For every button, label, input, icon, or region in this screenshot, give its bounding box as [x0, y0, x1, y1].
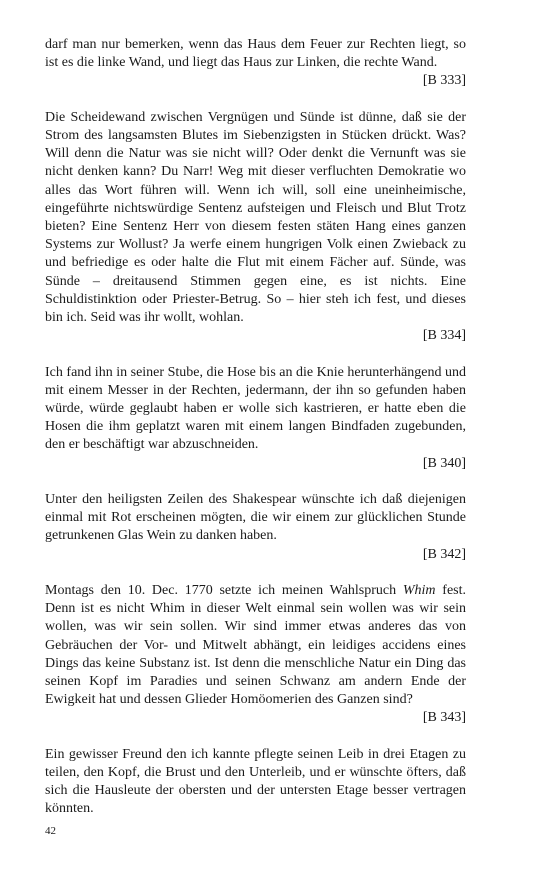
- reference-b340: [B 340]: [422, 455, 466, 471]
- paragraph-b333: darf man nur bemerken, wenn das Haus dem Feuer zur Rechten liegt, so ist es die linke Wand, und liegt das Haus zur Linken, die rechte Wand.: [45, 37, 466, 71]
- whim-emphasis: Whim: [402, 583, 436, 599]
- reference-b333: [B 333]: [422, 73, 466, 89]
- body-text: [45, 36, 466, 819]
- paragraph-b334: Die Scheidewand zwischen Vergnügen und Sünde ist dünne, daß sie der Strom des langsamsten Blutes im Siebenzigsten in Stücken drückt. Was? Will denn die Natur was sie nicht will? Oder denkt die Vernunft was sie nicht denken kann? Du Narr! Weg mit dieser verfluchten Demokratie wo alles das Wort führen will. Wenn ich will, soll eine uneinheimische, eingeführte nichtswürdige Sentenz aufsteigen und Fleisch und Blut Trotz bieten? Eine Sentenz Herr von diesem festen stäten Hang eines ganzen Systems zur Wollust? Ja werfe einem hungrigen Volk einen Zwieback zu und befriedige es oder halte die Flut mit einem Fächer auf. Sünde, was Sünde – dreitausend Stimmen gegen eine, es ist nichts. Eine Schuldistinktion oder Priester-Betrug. So – hier steh ich fest, und dieses bin ich. Seid was ihr wollt, wohlan.: [45, 109, 466, 326]
- paragraph-b343-start: Montags den 10. Dec. 1770 setzte ich meinen Wahlspruch: [45, 583, 403, 599]
- paragraph-b343: [45, 582, 466, 709]
- page-number: 42: [45, 825, 56, 837]
- paragraph-b343-end: fest. Denn ist es nicht Whim in dieser Welt einmal sein wollen was wir sein wollen, was wir sein sollen. Wir sind immer etwas anderes das von Gebräuchen der Vor- und Mitwelt abhängt, ein leidiges accidens eines Dings das keine Substanz ist. Ist denn die menschliche Natur ein Ding das seinen Kopf im Paradies und seinen Schwanz am andern Ende der Ewigkeit hat und dessen Glieder Homöomerien des Ganzen sind?: [45, 583, 467, 708]
- paragraph-freund: Ein gewisser Freund den ich kannte pflegte seinen Leib in drei Etagen zu teilen, den Kopf, die Brust und den Unterleib, und er wünschte öfters, daß sich die Hausleute der obersten und der untersten Etage besser vertragen könnten.: [45, 746, 466, 817]
- reference-b334: [B 334]: [422, 328, 466, 344]
- paragraph-b342: Unter den heiligsten Zeilen des Shakespear wünschte ich daß diejenigen einmal mit Rot erscheinen mögten, die wir einem zur glücklichen Stunde getrunkenen Glas Wein zu danken haben.: [45, 492, 466, 544]
- reference-b342: [B 342]: [422, 546, 466, 562]
- reference-b343: [B 343]: [422, 710, 466, 726]
- paragraph-b340: Ich fand ihn in seiner Stube, die Hose bis an die Knie herunterhängend und mit einem Messer in der Rechten, jedermann, der ihn so gefunden haben würde, würde geglaubt haben er wolle sich kastrieren, er hatte eben die Hosen die ihm geplatzt waren mit einem langen Bindfaden zugebunden, den er beschäftigt war abzuschneiden.: [45, 364, 466, 453]
